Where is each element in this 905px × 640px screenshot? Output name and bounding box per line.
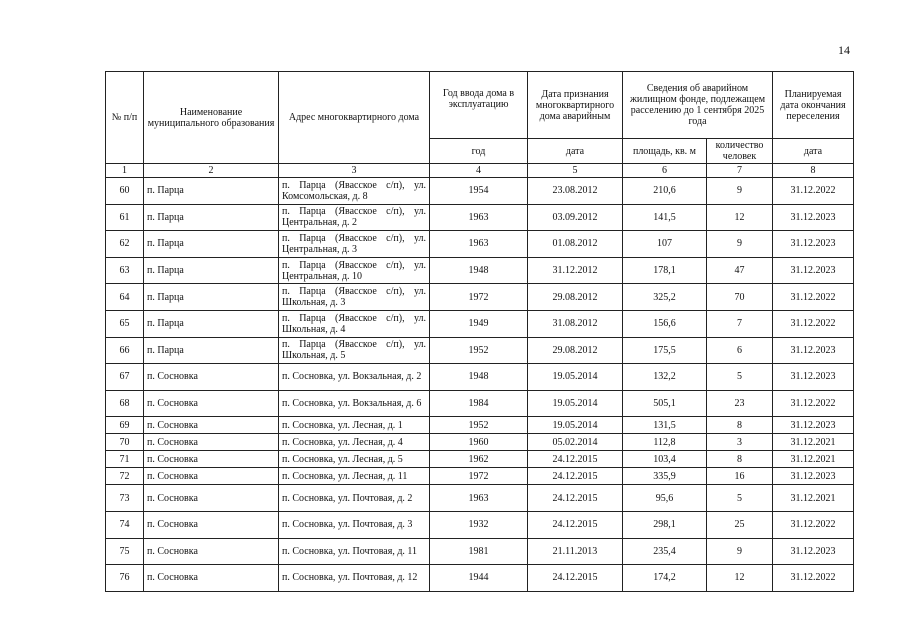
cell-num: 69: [106, 417, 144, 434]
cell-municipality: п. Сосновка: [144, 451, 279, 468]
header-year: Год ввода дома в эксплуатацию: [430, 72, 528, 139]
cell-num: 73: [106, 485, 144, 512]
table-row: [106, 538, 854, 565]
cell-planned-date: 31.12.2022: [773, 178, 854, 205]
cell-date-recognized: 01.08.2012: [528, 231, 623, 258]
table-row: [106, 364, 854, 391]
cell-municipality: п. Сосновка: [144, 538, 279, 565]
cell-address: п. Сосновка, ул. Почтовая, д. 11: [279, 538, 430, 565]
cell-people: 7: [707, 310, 773, 337]
cell-people: 16: [707, 468, 773, 485]
table-row: [106, 204, 854, 231]
cell-municipality: п. Сосновка: [144, 390, 279, 417]
cell-people: 5: [707, 364, 773, 391]
cell-year: 1952: [430, 337, 528, 364]
header-address: Адрес многоквартирного дома: [279, 72, 430, 164]
cell-year: 1944: [430, 565, 528, 592]
table-row: [106, 434, 854, 451]
column-number: 1: [106, 164, 144, 178]
header-date-recognized: Дата признания многоквартирного дома аварийным: [528, 72, 623, 139]
cell-address: п. Сосновка, ул. Почтовая, д. 12: [279, 565, 430, 592]
cell-area: 107: [623, 231, 707, 258]
cell-people: 25: [707, 511, 773, 538]
cell-people: 3: [707, 434, 773, 451]
cell-planned-date: 31.12.2021: [773, 451, 854, 468]
cell-year: 1960: [430, 434, 528, 451]
cell-date-recognized: 31.08.2012: [528, 310, 623, 337]
cell-year: 1981: [430, 538, 528, 565]
cell-planned-date: 31.12.2022: [773, 565, 854, 592]
cell-planned-date: 31.12.2022: [773, 511, 854, 538]
cell-year: 1948: [430, 257, 528, 284]
cell-area: 175,5: [623, 337, 707, 364]
cell-area: 131,5: [623, 417, 707, 434]
header-municipality: Наименование муниципального образования: [144, 72, 279, 164]
cell-people: 9: [707, 178, 773, 205]
table-row: [106, 284, 854, 311]
cell-date-recognized: 24.12.2015: [528, 451, 623, 468]
cell-people: 12: [707, 204, 773, 231]
cell-municipality: п. Парца: [144, 204, 279, 231]
cell-address: п. Сосновка, ул. Вокзальная, д. 2: [279, 364, 430, 391]
cell-num: 67: [106, 364, 144, 391]
cell-municipality: п. Сосновка: [144, 364, 279, 391]
cell-area: 505,1: [623, 390, 707, 417]
cell-planned-date: 31.12.2021: [773, 485, 854, 512]
header-num: № п/п: [106, 72, 144, 164]
cell-planned-date: 31.12.2022: [773, 390, 854, 417]
cell-date-recognized: 19.05.2014: [528, 364, 623, 391]
cell-planned-date: 31.12.2023: [773, 468, 854, 485]
cell-date-recognized: 31.12.2012: [528, 257, 623, 284]
cell-area: 325,2: [623, 284, 707, 311]
resettlement-table: [105, 71, 854, 592]
cell-date-recognized: 19.05.2014: [528, 390, 623, 417]
table-row: [106, 231, 854, 258]
cell-area: 178,1: [623, 257, 707, 284]
cell-municipality: п. Сосновка: [144, 511, 279, 538]
cell-date-recognized: 24.12.2015: [528, 468, 623, 485]
cell-area: 156,6: [623, 310, 707, 337]
cell-date-recognized: 29.08.2012: [528, 337, 623, 364]
cell-year: 1949: [430, 310, 528, 337]
table-row: [106, 565, 854, 592]
cell-municipality: п. Сосновка: [144, 434, 279, 451]
cell-planned-date: 31.12.2022: [773, 284, 854, 311]
cell-area: 335,9: [623, 468, 707, 485]
cell-num: 76: [106, 565, 144, 592]
cell-area: 95,6: [623, 485, 707, 512]
cell-municipality: п. Сосновка: [144, 417, 279, 434]
cell-year: 1954: [430, 178, 528, 205]
header-planned-date: Планируемая дата окончания переселения: [773, 72, 854, 139]
cell-num: 72: [106, 468, 144, 485]
cell-year: 1972: [430, 284, 528, 311]
cell-year: 1963: [430, 204, 528, 231]
cell-municipality: п. Парца: [144, 178, 279, 205]
table-row: [106, 257, 854, 284]
cell-address: п. Сосновка, ул. Лесная, д. 4: [279, 434, 430, 451]
cell-area: 103,4: [623, 451, 707, 468]
cell-area: 132,2: [623, 364, 707, 391]
cell-address: п. Парца (Явасское с/п), ул. Центральная, д. 3: [279, 231, 430, 258]
cell-date-recognized: 24.12.2015: [528, 565, 623, 592]
cell-municipality: п. Парца: [144, 284, 279, 311]
cell-year: 1963: [430, 231, 528, 258]
header-housing-info: Сведения об аварийном жилищном фонде, подлежащем расселению до 1 сентября 2025 года: [623, 72, 773, 139]
table-row: [106, 178, 854, 205]
cell-planned-date: 31.12.2023: [773, 204, 854, 231]
table-row: [106, 511, 854, 538]
column-number: 4: [430, 164, 528, 178]
cell-people: 47: [707, 257, 773, 284]
cell-municipality: п. Сосновка: [144, 565, 279, 592]
cell-date-recognized: 21.11.2013: [528, 538, 623, 565]
table-row: [106, 310, 854, 337]
cell-planned-date: 31.12.2023: [773, 538, 854, 565]
cell-people: 8: [707, 417, 773, 434]
cell-date-recognized: 05.02.2014: [528, 434, 623, 451]
cell-planned-date: 31.12.2022: [773, 310, 854, 337]
cell-date-recognized: 23.08.2012: [528, 178, 623, 205]
cell-num: 66: [106, 337, 144, 364]
cell-planned-date: 31.12.2023: [773, 417, 854, 434]
table-row: [106, 390, 854, 417]
cell-area: 235,4: [623, 538, 707, 565]
cell-address: п. Сосновка, ул. Лесная, д. 11: [279, 468, 430, 485]
cell-num: 61: [106, 204, 144, 231]
cell-planned-date: 31.12.2023: [773, 231, 854, 258]
column-number-row: [106, 164, 854, 178]
cell-planned-date: 31.12.2023: [773, 337, 854, 364]
column-number: 5: [528, 164, 623, 178]
cell-planned-date: 31.12.2021: [773, 434, 854, 451]
cell-year: 1963: [430, 485, 528, 512]
cell-people: 12: [707, 565, 773, 592]
column-number: 6: [623, 164, 707, 178]
subheader-date: дата: [528, 139, 623, 164]
table-row: [106, 468, 854, 485]
subheader-planned: дата: [773, 139, 854, 164]
cell-address: п. Парца (Явасское с/п), ул. Школьная, д. 5: [279, 337, 430, 364]
subheader-year: год: [430, 139, 528, 164]
cell-year: 1984: [430, 390, 528, 417]
cell-year: 1948: [430, 364, 528, 391]
cell-area: 174,2: [623, 565, 707, 592]
cell-municipality: п. Парца: [144, 231, 279, 258]
cell-year: 1952: [430, 417, 528, 434]
cell-area: 210,6: [623, 178, 707, 205]
cell-address: п. Сосновка, ул. Почтовая, д. 2: [279, 485, 430, 512]
cell-num: 75: [106, 538, 144, 565]
subheader-area: площадь, кв. м: [623, 139, 707, 164]
cell-address: п. Сосновка, ул. Лесная, д. 1: [279, 417, 430, 434]
cell-area: 298,1: [623, 511, 707, 538]
cell-num: 70: [106, 434, 144, 451]
cell-people: 9: [707, 231, 773, 258]
cell-municipality: п. Сосновка: [144, 468, 279, 485]
column-number: 7: [707, 164, 773, 178]
column-number: 8: [773, 164, 854, 178]
cell-num: 68: [106, 390, 144, 417]
page-number: 14: [838, 43, 850, 57]
cell-num: 65: [106, 310, 144, 337]
cell-address: п. Сосновка, ул. Лесная, д. 5: [279, 451, 430, 468]
cell-date-recognized: 03.09.2012: [528, 204, 623, 231]
cell-year: 1972: [430, 468, 528, 485]
header-row: [106, 72, 854, 139]
cell-people: 8: [707, 451, 773, 468]
cell-area: 141,5: [623, 204, 707, 231]
cell-planned-date: 31.12.2023: [773, 364, 854, 391]
cell-num: 64: [106, 284, 144, 311]
cell-municipality: п. Парца: [144, 257, 279, 284]
cell-num: 62: [106, 231, 144, 258]
cell-address: п. Парца (Явасское с/п), ул. Центральная, д. 10: [279, 257, 430, 284]
cell-year: 1962: [430, 451, 528, 468]
cell-year: 1932: [430, 511, 528, 538]
cell-date-recognized: 19.05.2014: [528, 417, 623, 434]
column-number: 2: [144, 164, 279, 178]
cell-people: 70: [707, 284, 773, 311]
cell-address: п. Парца (Явасское с/п), ул. Комсомольская, д. 8: [279, 178, 430, 205]
cell-num: 71: [106, 451, 144, 468]
cell-people: 23: [707, 390, 773, 417]
cell-date-recognized: 24.12.2015: [528, 485, 623, 512]
cell-people: 9: [707, 538, 773, 565]
table-row: [106, 417, 854, 434]
cell-address: п. Парца (Явасское с/п), ул. Школьная, д. 3: [279, 284, 430, 311]
cell-people: 6: [707, 337, 773, 364]
cell-address: п. Парца (Явасское с/п), ул. Центральная, д. 2: [279, 204, 430, 231]
table-row: [106, 485, 854, 512]
cell-address: п. Сосновка, ул. Почтовая, д. 3: [279, 511, 430, 538]
cell-date-recognized: 29.08.2012: [528, 284, 623, 311]
cell-people: 5: [707, 485, 773, 512]
subheader-people: количество человек: [707, 139, 773, 164]
cell-municipality: п. Парца: [144, 310, 279, 337]
cell-num: 63: [106, 257, 144, 284]
cell-area: 112,8: [623, 434, 707, 451]
column-number: 3: [279, 164, 430, 178]
cell-municipality: п. Сосновка: [144, 485, 279, 512]
table-row: [106, 451, 854, 468]
cell-planned-date: 31.12.2023: [773, 257, 854, 284]
cell-num: 60: [106, 178, 144, 205]
cell-address: п. Парца (Явасское с/п), ул. Школьная, д. 4: [279, 310, 430, 337]
cell-num: 74: [106, 511, 144, 538]
cell-date-recognized: 24.12.2015: [528, 511, 623, 538]
table-row: [106, 337, 854, 364]
cell-address: п. Сосновка, ул. Вокзальная, д. 6: [279, 390, 430, 417]
cell-municipality: п. Парца: [144, 337, 279, 364]
